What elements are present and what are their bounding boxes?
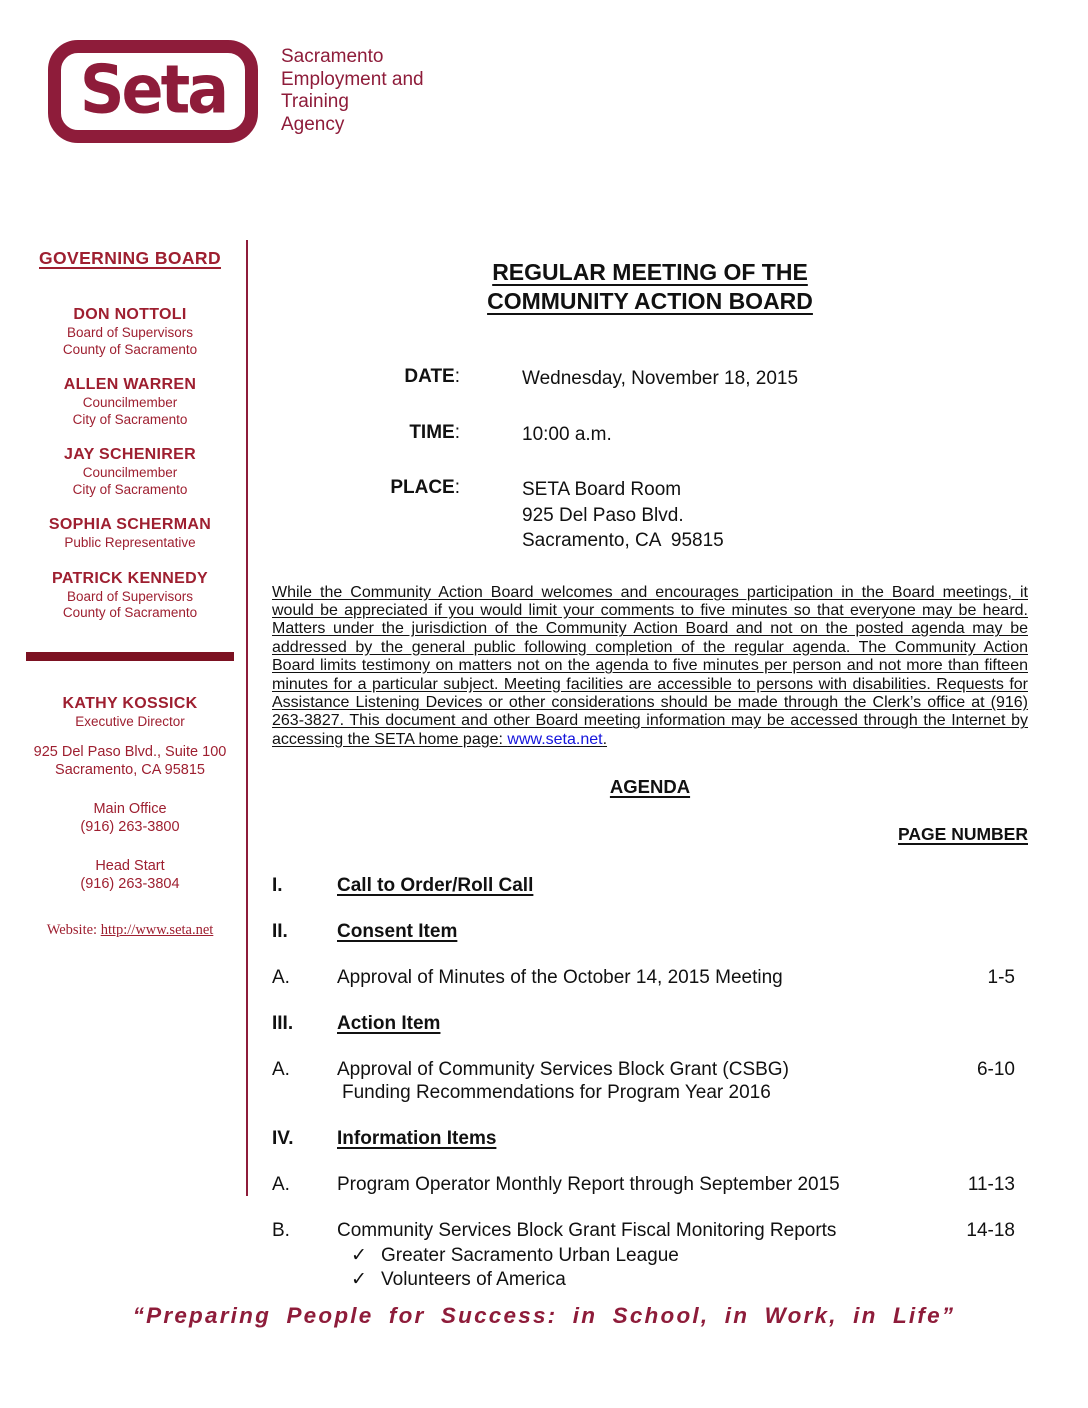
board-member xyxy=(24,569,236,622)
agenda-section-row xyxy=(272,1012,1028,1035)
agenda-item-text xyxy=(337,1173,840,1196)
main-content xyxy=(272,258,1028,1315)
agenda-item-text-line: Consent Item xyxy=(337,921,458,943)
meeting-info-row xyxy=(272,366,1028,392)
logo-org-line: Employment and xyxy=(281,68,424,90)
agenda-item-numeral: I. xyxy=(272,875,283,897)
board-member-name: ALLEN WARREN xyxy=(63,376,197,393)
agenda-bullet-text: Greater Sacramento Urban League xyxy=(381,1245,679,1267)
agenda-item-text xyxy=(337,1012,440,1035)
meeting-info-label-colon: : xyxy=(454,421,460,443)
sidebar-divider-bar xyxy=(26,652,234,661)
meeting-info xyxy=(272,366,1028,554)
notice-last-prefix: accessing the SETA home page: xyxy=(272,730,508,748)
agenda-heading: AGENDA xyxy=(609,776,691,798)
logo-org-line: Agency xyxy=(281,113,345,135)
website-label: Website: xyxy=(46,922,98,938)
agenda-item-text-line: Call to Order/Roll Call xyxy=(337,875,534,897)
contact-label: Head Start xyxy=(95,858,165,874)
public-notice-paragraph xyxy=(272,584,1028,750)
meeting-info-label-text: TIME xyxy=(409,421,455,443)
meeting-info-value-line: 925 Del Paso Blvd. xyxy=(522,504,684,526)
agenda-item-numeral: III. xyxy=(272,1013,294,1035)
agenda-item-text xyxy=(337,920,457,943)
agenda-section-row xyxy=(272,874,1028,897)
board-member-title: Councilmember xyxy=(82,395,178,410)
agenda-item-text-line: Action Item xyxy=(337,1013,441,1035)
board-member-title: County of Sacramento xyxy=(62,605,198,620)
board-member xyxy=(24,375,236,428)
seta-logo xyxy=(48,40,258,143)
notice-line: Assistance Listening Devices or other considerations should be made through the Clerk’s office at (916) xyxy=(272,693,1028,711)
meeting-info-value-line: Wednesday, November 18, 2015 xyxy=(522,368,799,389)
agenda-item-numeral: II. xyxy=(272,921,288,943)
document-title-line1: REGULAR MEETING OF THE xyxy=(492,259,808,285)
agenda-item-pages xyxy=(943,1012,1028,1035)
board-member-title: Public Representative xyxy=(64,535,196,550)
agenda-section-row xyxy=(272,1127,1028,1150)
agenda-item-pages: 14-18 xyxy=(966,1220,1015,1242)
meeting-info-label xyxy=(272,422,460,448)
meeting-info-value-line: 10:00 a.m. xyxy=(522,423,612,445)
meeting-info-label xyxy=(272,477,460,554)
checkmark-icon: ✓ xyxy=(351,1269,367,1291)
meeting-info-label-text: DATE xyxy=(404,366,455,387)
vertical-divider xyxy=(246,240,248,1196)
agenda-item-text xyxy=(337,1058,789,1104)
agenda-item-bullets xyxy=(337,1244,836,1292)
agenda-item-numeral: A. xyxy=(272,967,290,989)
board-member-name: DON NOTTOLI xyxy=(73,306,187,323)
board-member-title: Board of Supervisors xyxy=(66,588,194,604)
meeting-info-label-text: PLACE xyxy=(390,477,455,498)
agenda-item-pages xyxy=(943,1127,1028,1150)
agenda-bullet xyxy=(337,1244,836,1268)
agenda-bullet xyxy=(337,1268,836,1292)
notice-line: While the Community Action Board welcomes and encourages participation in the Board meetings, it xyxy=(272,583,1028,601)
address-line: 925 Del Paso Blvd., Suite 100 xyxy=(33,744,227,760)
board-member-name: JAY SCHENIRER xyxy=(64,446,196,463)
agenda-item-pages: 6-10 xyxy=(976,1059,1015,1081)
agenda-item-row xyxy=(272,1058,1028,1104)
agenda-item-row xyxy=(272,1173,1028,1196)
agency-address xyxy=(24,743,236,779)
meeting-info-value xyxy=(460,422,1028,448)
meeting-info-value-line: SETA Board Room xyxy=(522,479,682,500)
agenda-item-numeral: A. xyxy=(272,1059,290,1081)
board-member-title: County of Sacramento xyxy=(62,341,198,357)
footer-quote: “Preparing People for Success: in School, in Work, in Life” xyxy=(132,1303,956,1328)
page-number-heading: PAGE NUMBER xyxy=(898,824,1028,845)
agency-contacts xyxy=(24,800,236,893)
agenda-item-pages xyxy=(943,874,1028,897)
logo-org-line: Training xyxy=(281,91,349,112)
contact-phone: (916) 263-3804 xyxy=(80,876,180,892)
logo-org-line: Sacramento xyxy=(281,46,384,67)
notice-line: minutes for a particular subject. Meeting facilities are accessible to persons with disabilities. Requests for xyxy=(272,675,1028,693)
agenda-item-row xyxy=(272,966,1028,989)
meeting-info-value-line: Sacramento, CA 95815 xyxy=(522,530,724,551)
agenda-bullet-text: Volunteers of America xyxy=(381,1269,566,1291)
seta-homepage-link[interactable]: www.seta.net xyxy=(507,730,603,748)
agenda-item-row xyxy=(272,1219,1028,1292)
notice-line: 263-3827. This document and other Board meeting information may be accessed through the Internet by xyxy=(272,712,1028,730)
executive-director-name: KATHY KOSSICK xyxy=(62,694,198,712)
agenda-item-pages: 1-5 xyxy=(987,967,1015,989)
agenda-items xyxy=(272,874,1028,1292)
notice-line xyxy=(272,731,1028,749)
agenda-item-text xyxy=(337,966,783,989)
notice-line: Board limits testimony on matters not on the agenda to five minutes per person and not more than fifteen xyxy=(272,657,1028,675)
agenda-item-text-line: Program Operator Monthly Report through September 2015 xyxy=(337,1174,840,1196)
meeting-info-value xyxy=(460,477,1028,554)
board-member-title: City of Sacramento xyxy=(72,411,188,427)
sidebar-heading: GOVERNING BOARD xyxy=(39,248,221,268)
checkmark-icon: ✓ xyxy=(351,1245,367,1267)
seta-logo-mark: Seta xyxy=(79,49,227,129)
document-title-line2: COMMUNITY ACTION BOARD xyxy=(487,288,813,314)
meeting-info-row xyxy=(272,477,1028,554)
meeting-info-label-colon: : xyxy=(454,477,460,498)
website-link[interactable]: http://www.seta.net xyxy=(100,922,214,938)
governing-board-sidebar xyxy=(24,248,236,939)
meeting-info-label xyxy=(272,366,460,392)
meeting-info-row xyxy=(272,422,1028,448)
contact-phone: (916) 263-3800 xyxy=(80,819,180,835)
address-line: Sacramento, CA 95815 xyxy=(55,762,205,778)
contact-block xyxy=(24,800,236,836)
agenda-item-numeral: IV. xyxy=(272,1128,294,1150)
agenda-item-pages xyxy=(943,920,1028,943)
board-member-title: Board of Supervisors xyxy=(66,325,194,340)
board-members-list xyxy=(24,305,236,622)
agenda-item-text-line: Funding Recommendations for Program Year 2016 xyxy=(342,1082,771,1104)
contact-block xyxy=(24,857,236,893)
website-line xyxy=(24,922,236,939)
meeting-info-label-colon: : xyxy=(454,366,460,387)
agenda-item-text xyxy=(337,1219,836,1292)
agenda-item-pages: 11-13 xyxy=(967,1174,1015,1196)
logo-org-name xyxy=(281,46,424,136)
agenda-item-numeral: B. xyxy=(272,1220,290,1242)
agenda-item-text xyxy=(337,874,533,897)
agenda-item-text-line: Community Services Block Grant Fiscal Monitoring Reports xyxy=(337,1220,837,1242)
agenda-item-text-line: Approval of Minutes of the October 14, 2015 Meeting xyxy=(337,967,783,989)
notice-line: would be appreciated if you would limit your comments to five minutes so that everyone may be heard. xyxy=(272,601,1028,619)
meeting-info-value xyxy=(460,366,1028,392)
agenda-section-row xyxy=(272,920,1028,943)
board-member-name: SOPHIA SCHERMAN xyxy=(48,516,212,533)
notice-line: addressed by the general public following completion of the regular agenda. The Community Action xyxy=(272,638,1028,656)
agenda-item-text-line: Information Items xyxy=(337,1128,497,1150)
contact-label: Main Office xyxy=(93,801,167,817)
notice-line: Matters under the jurisdiction of the Community Action Board and not on the posted agenda may be xyxy=(272,620,1028,638)
executive-director-title: Executive Director xyxy=(75,713,185,729)
board-member-title: City of Sacramento xyxy=(72,481,188,497)
board-member-title: Councilmember xyxy=(82,465,178,480)
agenda-item-numeral: A. xyxy=(272,1174,290,1196)
board-member xyxy=(24,445,236,498)
agenda-item-text xyxy=(337,1127,496,1150)
board-member xyxy=(24,515,236,552)
board-member-name: PATRICK KENNEDY xyxy=(52,569,208,587)
board-member xyxy=(24,305,236,358)
notice-last-suffix: . xyxy=(602,730,608,748)
agenda-item-text-line: Approval of Community Services Block Grant (CSBG) xyxy=(337,1059,789,1081)
document-title xyxy=(272,258,1028,316)
